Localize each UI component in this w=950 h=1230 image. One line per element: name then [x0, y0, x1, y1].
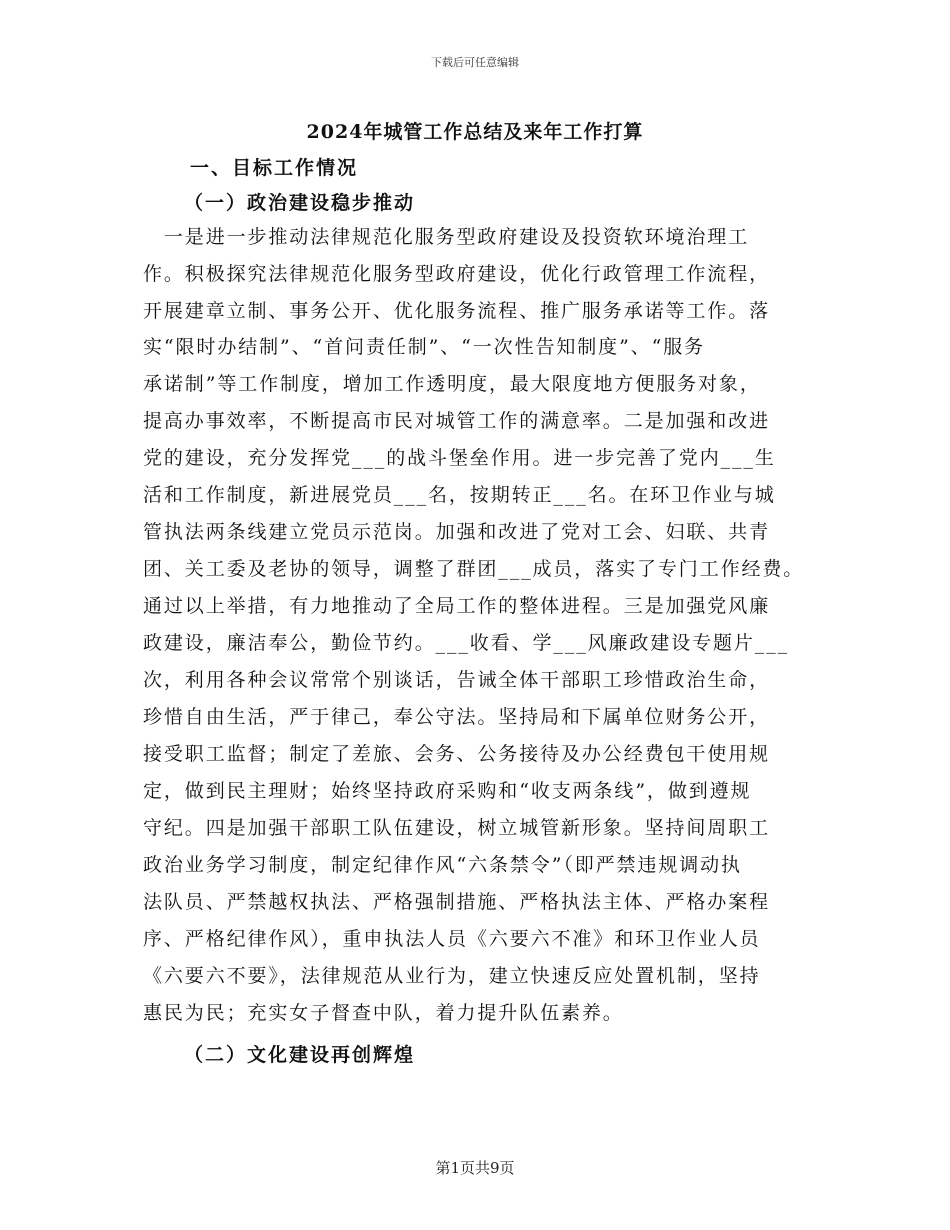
body-line: 开展建章立制、事务公开、优化服务流程、推广服务承诺等工作。落: [143, 300, 771, 322]
body-line: 守纪。四是加强干部职工队伍建设，树立城管新形象。坚持间周职工: [143, 817, 771, 839]
body-line: 惠民为民；充实女子督查中队，着力提升队伍素养。: [143, 1002, 624, 1024]
body-line: 通过以上举措，有力地推动了全局工作的整体进程。三是加强党风廉: [143, 595, 771, 617]
page-header-note: 下载后可任意编辑: [431, 56, 519, 69]
body-line: 团、关工委及老协的领导，调整了群团___成员，落实了专门工作经费。: [143, 558, 805, 580]
body-line: 序、严格纪律作风），重申执法人员《六要六不准》和环卫作业人员: [143, 928, 761, 950]
page-indicator: 第1页共9页: [435, 1159, 515, 1177]
body-line: 《六要六不要》，法律规范从业行为，建立快速反应处置机制，坚持: [143, 965, 761, 987]
body-line: 法队员、严禁越权执法、严格强制措施、严格执法主体、严格办案程: [143, 891, 771, 913]
body-line: 党的建设，充分发挥党___的战斗堡垒作用。进一步完善了党内___生: [143, 447, 776, 469]
body-line: 作。积极探究法律规范化服务型政府建设，优化行政管理工作流程，: [143, 263, 771, 285]
body-line: 实“限时办结制”、“首问责任制”、“一次性告知制度”、“服务: [143, 336, 705, 358]
subsection-heading-2: （二）文化建设再创辉煌: [184, 1044, 416, 1066]
body-line: 活和工作制度，新进展党员___名，按期转正___名。在环卫作业与城: [143, 484, 776, 506]
subsection-heading-1: （一）政治建设稳步推动: [184, 192, 416, 214]
document-title: 2024年城管工作总结及来年工作打算: [306, 121, 644, 143]
body-line: 定，做到民主理财；始终坚持政府采购和“收支两条线”，做到遵规: [143, 780, 752, 802]
body-line: 接受职工监督；制定了差旅、会务、公务接待及办公经费包干使用规: [143, 743, 771, 765]
body-line: 提高办事效率，不断提高市民对城管工作的满意率。二是加强和改进: [143, 410, 771, 432]
body-line: 管执法两条线建立党员示范岗。加强和改进了党对工会、妇联、共青: [143, 521, 771, 543]
body-line: 政建设，廉洁奉公，勤俭节约。___收看、学___风廉政建设专题片___: [143, 632, 790, 654]
body-line: 珍惜自由生活，严于律己，奉公守法。坚持局和下属单位财务公开，: [143, 706, 771, 728]
body-line: 一是进一步推动法律规范化服务型政府建设及投资软环境治理工: [143, 226, 750, 248]
section-heading-1: 一、目标工作情况: [190, 157, 359, 179]
body-line: 次，利用各种会议常常个别谈话，告诫全体干部职工珍惜政治生命，: [143, 669, 771, 691]
body-line: 承诺制”等工作制度，增加工作透明度，最大限度地方便服务对象，: [143, 373, 761, 395]
body-line: 政治业务学习制度，制定纪律作风“六条禁令”（即严禁违规调动执: [143, 854, 742, 876]
